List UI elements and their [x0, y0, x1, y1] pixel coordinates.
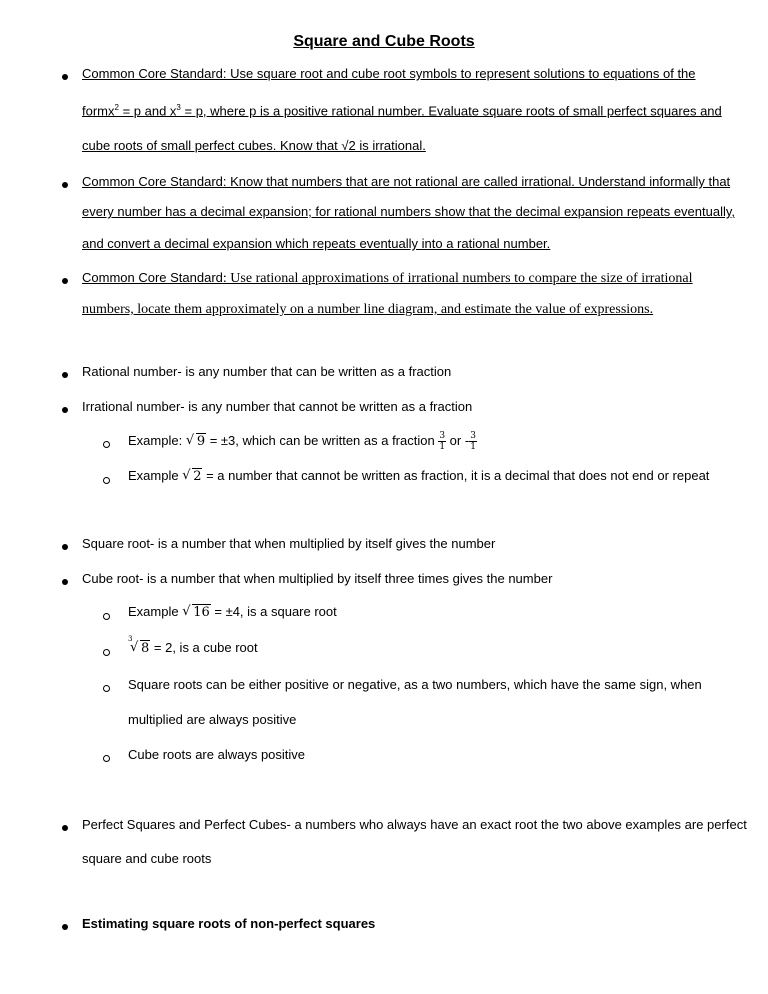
- cube-root-example: [128, 635, 258, 656]
- radicand: 9: [196, 433, 206, 449]
- standard-1-text-2c: = p, where p is a positive rational number. Evaluate square roots of small perfect squares and: [180, 103, 722, 119]
- denominator: 1: [470, 442, 476, 452]
- sub-bullet: [103, 441, 110, 448]
- sub-bullet: [103, 477, 110, 484]
- sub-bullet: [103, 755, 110, 762]
- bullet: [62, 407, 68, 413]
- page-title: Square and Cube Roots: [293, 33, 475, 50]
- root-index: √ 3: [128, 635, 133, 643]
- cube-radical: [128, 635, 150, 656]
- bullet: [62, 579, 68, 585]
- numerator: 3: [439, 431, 446, 441]
- sign-note-line-1: Square roots can be either positive or negative, as a two numbers, which have the same sign, when: [128, 677, 702, 692]
- standard-2-line-1: [82, 174, 730, 189]
- standard-2-line-3: and convert a decimal expansion which repeats eventually into a rational number.: [82, 236, 551, 251]
- standard-1-text-2b: = p and x: [118, 103, 177, 119]
- radical: [182, 469, 202, 484]
- cube-root-definition: Cube root- is a number that when multiplied by itself three times gives the number: [82, 571, 553, 586]
- bullet: [62, 74, 68, 80]
- standard-3-label: Common Core Standard: [82, 270, 223, 285]
- square-root-example: [128, 604, 337, 620]
- estimating-text: Estimating square roots of non-perfect squares: [82, 916, 376, 931]
- denominator: 1: [439, 442, 446, 452]
- radicand: 16: [193, 605, 210, 620]
- fraction: [438, 431, 446, 452]
- example-label: Example: [128, 604, 183, 619]
- square-root-definition: Square root- is a number that when multiplied by itself gives the number: [82, 536, 496, 551]
- radicand: 8: [141, 641, 150, 656]
- estimating-heading: [82, 916, 375, 931]
- standard-2-line-2: every number has a decimal expansion; for rational numbers show that the decimal expansion repeats eventually,: [82, 204, 736, 219]
- standard-1-text-2a: formx: [82, 103, 115, 119]
- irrational-definition: Irrational number- is any number that cannot be written as a fraction: [82, 399, 473, 414]
- rational-definition: Rational number- is any number that can be written as a fraction: [82, 364, 452, 379]
- cube-note: Cube roots are always positive: [128, 747, 306, 762]
- standard-1-label: Common Core Standard:: [82, 66, 227, 81]
- bullet: [62, 182, 68, 188]
- perfect-squares-line-1: Perfect Squares and Perfect Cubes- a numbers who always have an exact root the two above examples are perfect: [82, 817, 747, 832]
- standard-2-text-1: : Know that numbers that are not rational are called irrational. Understand informally that: [222, 174, 731, 189]
- radical: [186, 434, 206, 449]
- irrational-example-2: [128, 468, 709, 484]
- standard-1-line-2: formx$^2$ = p and $x^3 = p$, where p is a positive rational number. Evaluate square roots of small perfect squares and: [82, 103, 722, 119]
- radical: [182, 605, 211, 620]
- example-text: = a number that cannot be written as fraction, it is a decimal that does not end or repeat: [202, 468, 710, 483]
- standard-1-line-3: cube roots of small perfect cubes. Know that √2 is irrational.: [82, 138, 426, 153]
- standard-1-text-1: Use square root and cube root symbols to represent solutions to equations of the: [226, 66, 696, 81]
- perfect-squares-line-2: square and cube roots: [82, 851, 212, 866]
- bullet: [62, 278, 68, 284]
- standard-3-line-1: [82, 270, 693, 287]
- standard-1-line-1: [82, 66, 696, 81]
- standard-2-label: Common Core Standard: [82, 174, 223, 189]
- example-label: Example: [128, 468, 183, 483]
- example-text: = 2, is a cube root: [150, 640, 258, 655]
- sign-note-line-2: multiplied are always positive: [128, 712, 297, 727]
- radicand: 2: [193, 469, 202, 484]
- example-text: = ±4, is a square root: [210, 604, 337, 619]
- sub-bullet: [103, 649, 110, 656]
- example-or: or -: [446, 432, 470, 448]
- irrational-example-1: [128, 431, 477, 452]
- bullet: [62, 544, 68, 550]
- standard-3-text-1: : Use rational approximations of irrational numbers to compare the size of irrational: [222, 271, 693, 286]
- bullet: [62, 924, 68, 930]
- example-label: Example:: [128, 432, 186, 448]
- example-text: = ±3, which can be written as a fraction: [206, 432, 439, 448]
- bullet: [62, 825, 68, 831]
- sub-bullet: [103, 613, 110, 620]
- sub-bullet: [103, 685, 110, 692]
- bullet: [62, 372, 68, 378]
- standard-3-line-2: numbers, locate them approximately on a number line diagram, and estimate the value of expressions.: [82, 302, 654, 317]
- fraction: [469, 431, 477, 452]
- numerator: 3: [470, 431, 476, 441]
